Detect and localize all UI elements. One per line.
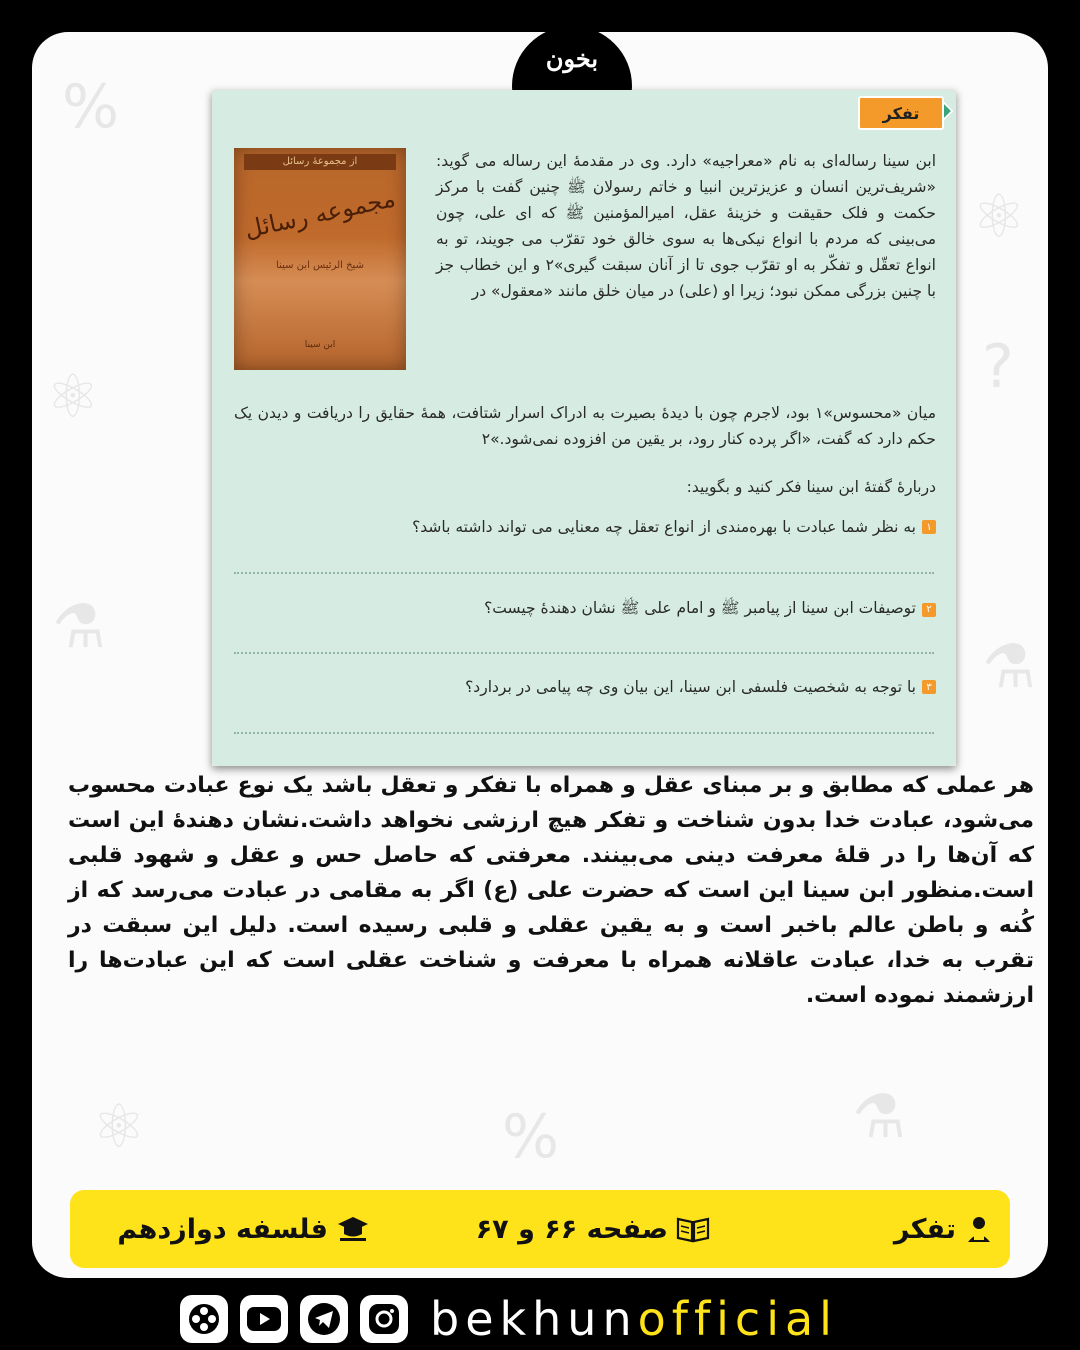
graduation-cap-icon — [336, 1214, 370, 1244]
teacher-icon — [964, 1214, 994, 1244]
prompt-text: دربارهٔ گفتهٔ ابن سینا فکر کنید و بگویید: — [686, 478, 936, 496]
youtube-icon — [246, 1305, 282, 1333]
brand-name-white: bekhun — [430, 1292, 638, 1346]
question-text: با توجه به شخصیت فلسفی ابن سینا، این بیان وی چه پیامی در بردارد؟ — [465, 678, 916, 696]
pages-label: صفحه ۶۶ و ۶۷ — [475, 1213, 668, 1245]
answer-line — [234, 732, 934, 734]
percent-icon: % — [502, 1102, 560, 1172]
book-subtitle: شیخ الرئیس ابن سینا — [276, 260, 364, 271]
flask-icon: ⚗ — [52, 592, 106, 662]
topic-item — [894, 1190, 994, 1268]
atom-icon: ⚛ — [972, 182, 1026, 252]
telegram-link[interactable] — [300, 1295, 348, 1343]
paragraph-bottom: میان «محسوس»۱ بود، لاجرم چون با دیدهٔ بصیرت به ادراک اسرار شتافت، همهٔ حقایق را دریافت و دیدن یک حکم دارد که گفت، «اگر پرده کنار رود، بر یقین من افزوده نمی‌شود.»۲ — [234, 404, 936, 448]
question-icon: ? — [982, 332, 1014, 402]
book-band: از مجموعهٔ رسائل — [244, 154, 396, 170]
pages-item — [476, 1190, 710, 1268]
section-tag: تفکر — [858, 96, 944, 130]
subject-item — [117, 1190, 370, 1268]
film-reel-link[interactable] — [180, 1295, 228, 1343]
social-links — [180, 1290, 838, 1348]
brand-name-yellow: official — [637, 1292, 838, 1346]
question-text: توصیفات ابن سینا از پیامبر ﷺ و امام علی ﷺ نشان دهندهٔ چیست؟ — [484, 599, 916, 617]
textbook-scan — [212, 90, 956, 766]
question-number: ۳ — [922, 680, 936, 694]
question-number: ۱ — [922, 520, 936, 534]
flask-icon: ⚗ — [852, 1082, 906, 1152]
flask-icon: ⚗ — [982, 632, 1036, 702]
info-bar — [70, 1190, 1010, 1268]
question-number: ۲ — [922, 603, 936, 617]
content-card — [32, 32, 1048, 1278]
question-3 — [465, 678, 936, 696]
instagram-link[interactable] — [360, 1295, 408, 1343]
answer-line — [234, 652, 934, 654]
youtube-link[interactable] — [240, 1295, 288, 1343]
film-reel-icon — [186, 1301, 222, 1337]
logo-text: بخون — [545, 44, 599, 73]
answer-text: هر عملی که مطابق و بر مبنای عقل و همراه با تفکر و تعقل باشد یک نوع عبادت محسوب می‌شود، عبادت خدا بدون شناخت و تفکر هیچ ارزشی نخواهد داشت.نشان دهندهٔ این است که آن‌ها را در قلهٔ معرفت دینی می‌بینند. معرفتی که حاصل حس و عقل و شهود قلبی است.منظور ابن سینا این است که حضرت علی (ع) اگر به مقامی در عبادت می‌رسد که از کُنه و باطن عالم باخبر است و به یقین عقلی و قلبی رسیده است. دلیل این سبقت در تقرب به خدا، عبادت عاقلانه همراه با معرفت و شناخت عقلی است که این عبادت‌ها را ارزشمند نموده است. — [68, 773, 1034, 1008]
paragraph-top: ابن سینا رساله‌ای به نام «معراجیه» دارد. وی در مقدمهٔ این رساله می گوید: «شریف‌ترین انسان و عزیزترین انبیا و خاتم رسولان ﷺ چنین گفت با مرکز حکمت و فلک حقیقت و خزینهٔ عقل، امیرالمؤمنین ﷺ که ای علی، چون می‌بینی که مردم با انواع نیکی‌ها به سوی خالق خود تقرّب می جویند، تو به انواع تعقّل و تفکّر به او تقرّب جوی تا از آنان سبقت گیری»۲ و این خطاب جز با چنین بزرگی ممکن نبود؛ زیرا او (علی) در میان خلق مانند «معقول» در — [436, 152, 936, 300]
percent-icon: % — [62, 72, 120, 142]
answer-line — [234, 572, 934, 574]
open-book-icon — [676, 1214, 710, 1244]
instagram-icon — [366, 1301, 402, 1337]
topic-label: تفکر — [893, 1213, 956, 1245]
question-text: به نظر شما عبادت با بهره‌مندی از انواع تعقل چه معنایی می تواند داشته باشد؟ — [412, 518, 916, 536]
telegram-icon — [306, 1301, 342, 1337]
atom-icon: ⚛ — [92, 1092, 146, 1162]
book-title: مجموعه رسائل — [242, 184, 398, 244]
book-cover-image — [234, 148, 406, 370]
book-footer: ابن سینا — [304, 340, 336, 350]
question-1 — [412, 518, 936, 536]
atom-icon: ⚛ — [46, 362, 100, 432]
subject-label: فلسفه دوازدهم — [117, 1213, 328, 1245]
question-2 — [484, 598, 936, 621]
brand-handle[interactable] — [430, 1292, 838, 1346]
